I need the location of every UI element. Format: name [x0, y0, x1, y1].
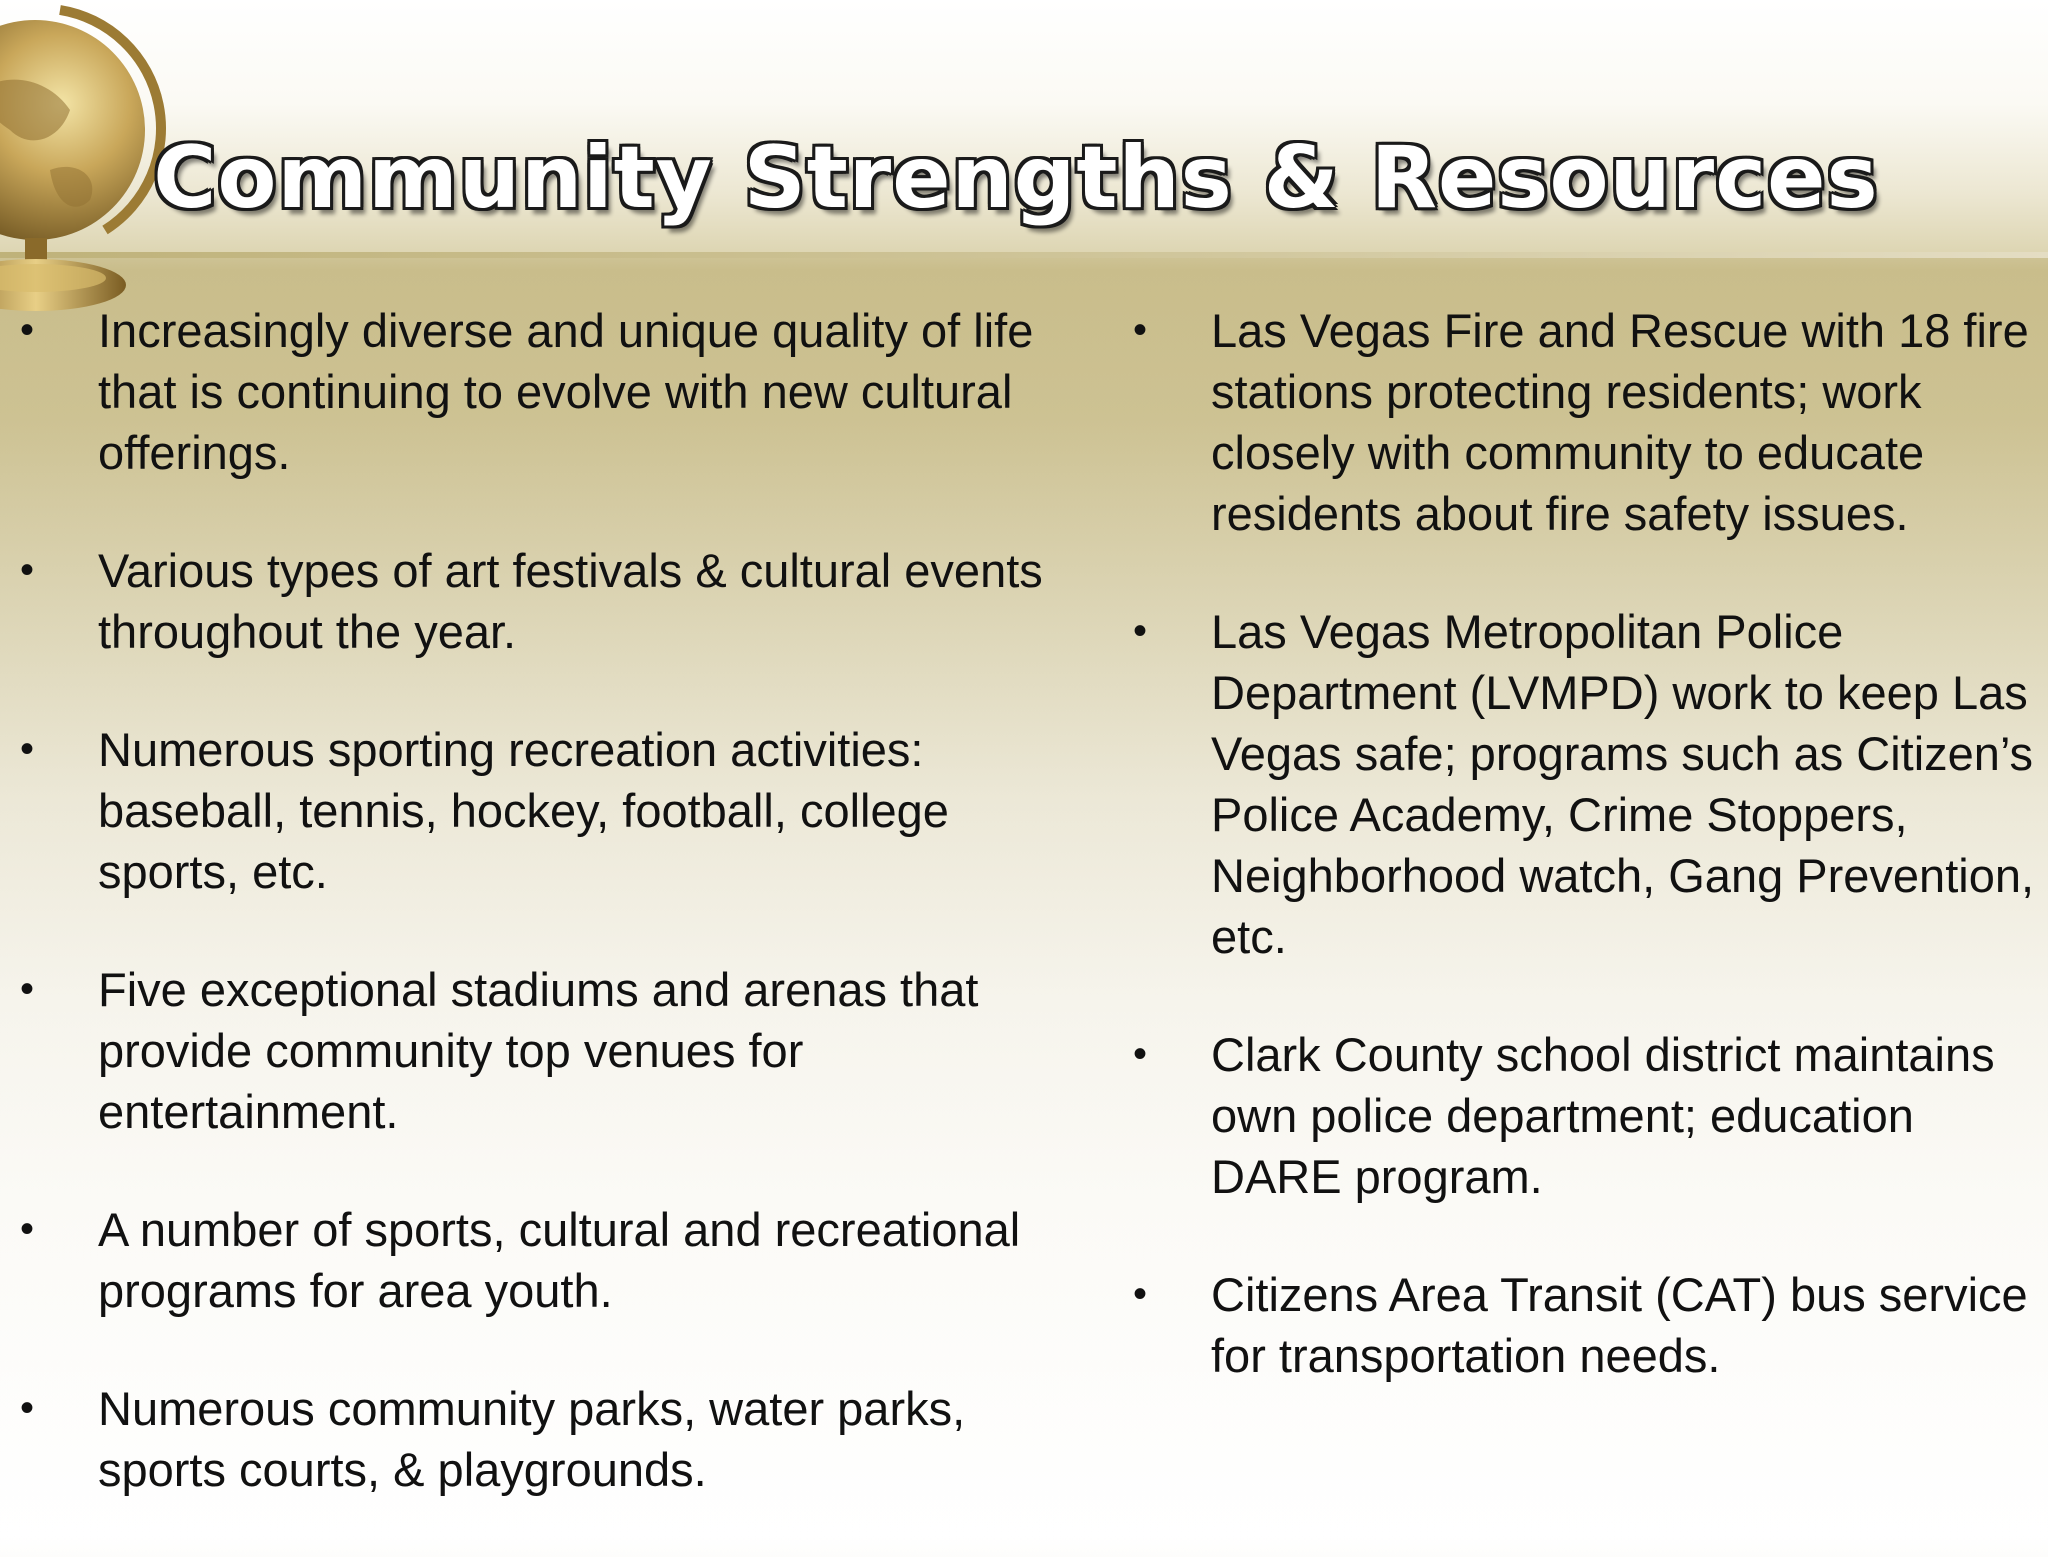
bullet-item — [1113, 1264, 2048, 1386]
page-title: Community Strengths & Resources — [153, 128, 1879, 228]
bullet-marker: • — [20, 548, 35, 592]
bullet-text: Las Vegas Metropolitan Police Department (LVMPD) work to keep Las Vegas safe; programs such as Citizen’s Police Academy, Crime Stoppers, Neighborhood watch, Gang Prevention, etc. — [1211, 605, 2035, 963]
bullet-text: Increasingly diverse and unique quality of life that is continuing to evolve with new cultural offerings. — [98, 304, 1034, 479]
bullet-item — [0, 719, 1090, 902]
bullet-item — [1113, 1024, 2048, 1207]
bullet-text: Clark County school district maintains own police department; education DARE program. — [1211, 1028, 1995, 1203]
bullet-item — [0, 1378, 1090, 1500]
bullet-marker: • — [20, 1386, 35, 1430]
bullet-list-right — [1113, 300, 2048, 1386]
bullet-marker: • — [1133, 1032, 1148, 1076]
bullet-marker: • — [1133, 1272, 1148, 1316]
bullet-marker: • — [20, 727, 35, 771]
bullet-item — [0, 1199, 1090, 1321]
bullet-text: Numerous sporting recreation activities: baseball, tennis, hockey, football, college sports, etc. — [98, 723, 949, 898]
bullet-marker: • — [20, 967, 35, 1011]
bullet-item — [0, 959, 1090, 1142]
title-divider — [0, 252, 2048, 258]
bullet-item — [0, 300, 1090, 483]
bullet-text: Five exceptional stadiums and arenas that provide community top venues for entertainment. — [98, 963, 979, 1138]
bullet-marker: • — [20, 1207, 35, 1251]
bullet-text: Various types of art festivals & cultural events throughout the year. — [98, 544, 1043, 658]
bullet-text: Las Vegas Fire and Rescue with 18 fire stations protecting residents; work closely with community to educate residents about fire safety issues. — [1211, 304, 2029, 540]
left-bullet-column — [0, 300, 1090, 1557]
bullet-text: A number of sports, cultural and recreational programs for area youth. — [98, 1203, 1021, 1317]
bullet-text: Citizens Area Transit (CAT) bus service for transportation needs. — [1211, 1268, 2028, 1382]
bullet-marker: • — [1133, 308, 1148, 352]
bullet-text: Numerous community parks, water parks, sports courts, & playgrounds. — [98, 1382, 966, 1496]
bullet-marker: • — [1133, 609, 1148, 653]
right-bullet-column — [1113, 300, 2048, 1443]
bullet-item — [1113, 601, 2048, 967]
bullet-item — [1113, 300, 2048, 544]
bullet-list-left — [0, 300, 1090, 1500]
bullet-marker: • — [20, 308, 35, 352]
bullet-item — [0, 540, 1090, 662]
